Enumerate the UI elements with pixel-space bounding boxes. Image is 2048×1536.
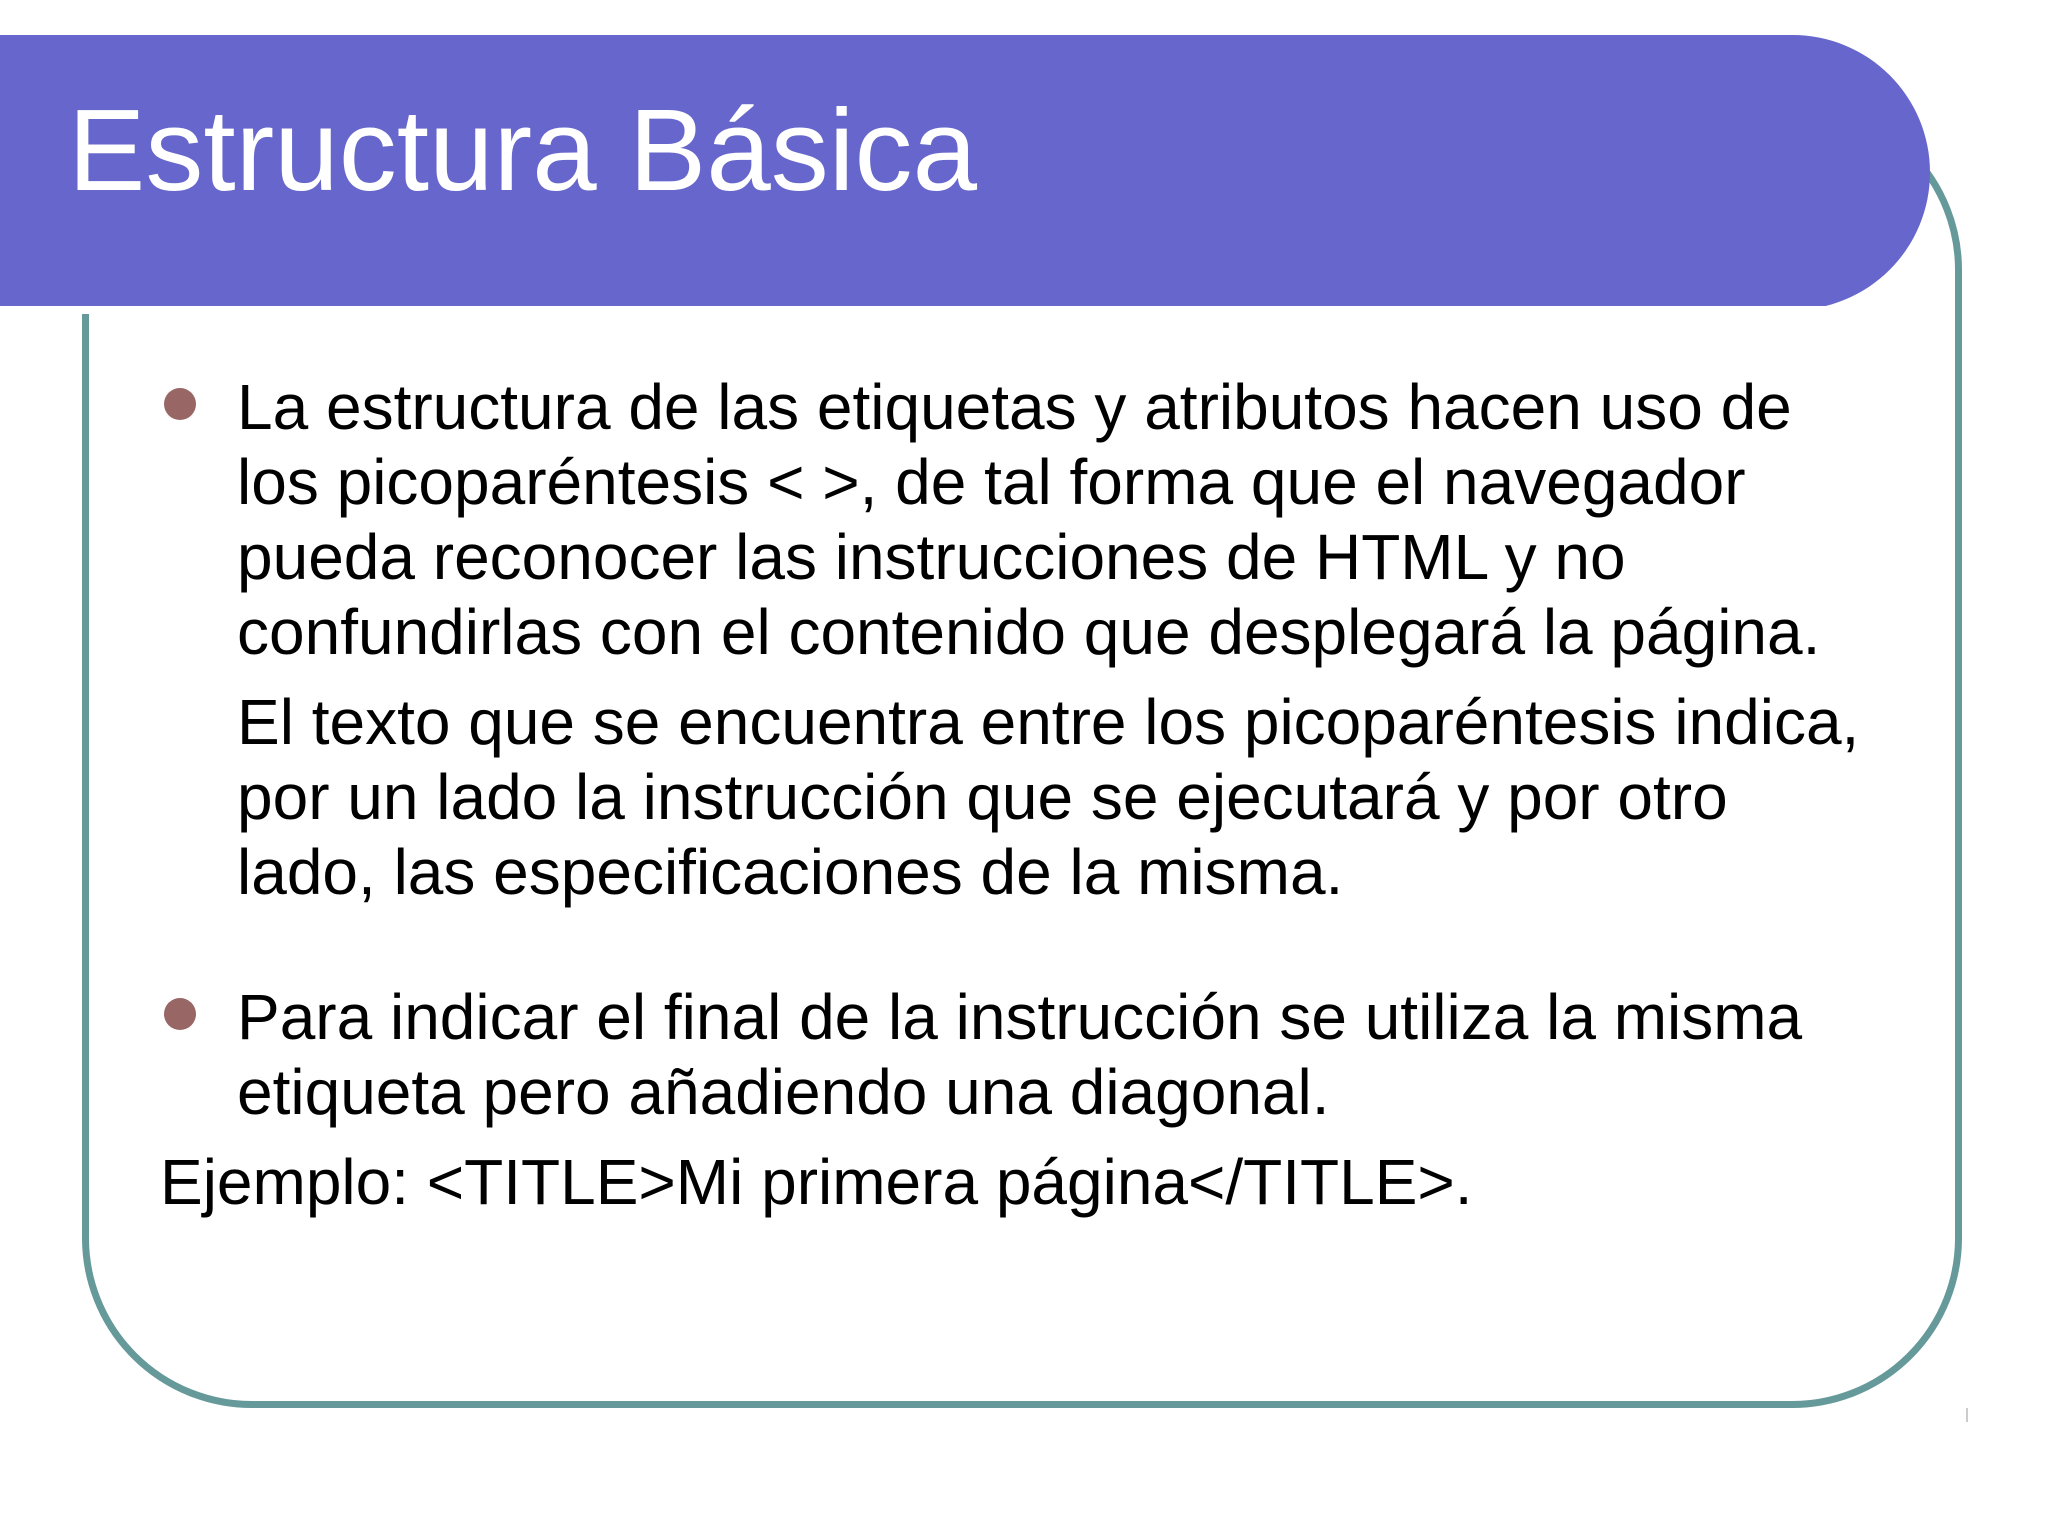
bullet-item-1 <box>160 370 1860 910</box>
bullet-1-paragraph-2: El texto que se encuentra entre los picoparéntesis indica, por un lado la instrucción que se ejecutará y por otro lado, las especificaciones de la misma. <box>237 686 1860 908</box>
bullet-dot-icon <box>164 998 196 1030</box>
title-underline <box>0 306 1830 314</box>
footer-mark <box>1966 1408 1968 1422</box>
bullet-1-paragraph-1: La estructura de las etiquetas y atributos hacen uso de los picoparéntesis < >, de tal forma que el navegador pueda reconocer las instrucciones de HTML y no confundirlas con el contenido que desplegará la página. <box>237 371 1821 668</box>
bullet-dot-icon <box>164 388 196 420</box>
bullet-item-2 <box>160 980 1860 1130</box>
bullet-2-paragraph-1: Para indicar el final de la instrucción se utiliza la misma etiqueta pero añadiendo una diagonal. <box>237 981 1803 1128</box>
slide-body <box>160 370 1860 1220</box>
slide-title: Estructura Básica <box>68 85 978 215</box>
example-text: Ejemplo: <TITLE>Mi primera página</TITLE>. <box>160 1146 1473 1218</box>
